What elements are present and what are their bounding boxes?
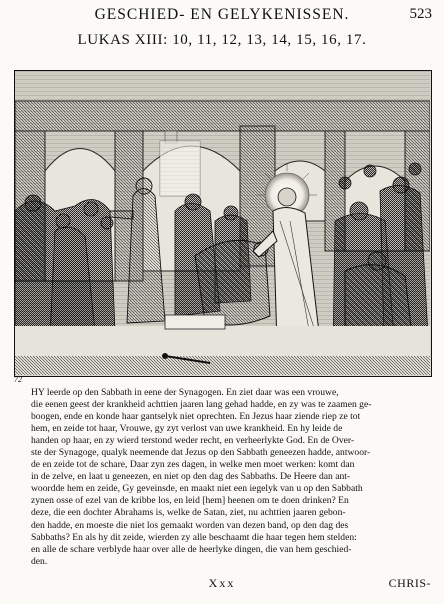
signature-mark: Xxx bbox=[208, 576, 236, 590]
page-header-subtitle: LUKAS XIII: 10, 11, 12, 13, 14, 15, 16, 17. bbox=[77, 32, 367, 48]
body-line: den. bbox=[31, 555, 48, 567]
body-line: de en zeide tot de schare, Daar zyn zes dagen, in welke men moet werken: komt dan bbox=[31, 459, 355, 471]
body-text bbox=[31, 387, 419, 568]
body-line: die eenen geest der krankheid achttien jaaren lang gehad hadde, en zy was te zaamen ge- bbox=[31, 399, 372, 411]
body-line: en alle de schare verblyde haar over alle de heerlyke dingen, die van hem geschied- bbox=[31, 543, 352, 555]
engraving-illustration bbox=[14, 70, 432, 377]
body-line: Sabbaths? En als hy dit zeide, wierden zy alle beschaamt die haar tegen hem stelden: bbox=[31, 531, 357, 543]
body-line: zynen osse of ezel van de kribbe los, en leid [hem] heenen om te doen drinken? En bbox=[31, 495, 349, 507]
page-header-title: GESCHIED- EN GELYKENISSEN. bbox=[94, 6, 350, 23]
body-line: woordde hem en zeide, Gy geveinsde, en maakt niet een iegelyk van u op den Sabbath bbox=[31, 483, 363, 495]
page-number: 523 bbox=[409, 6, 432, 22]
engraving-image bbox=[15, 71, 430, 375]
body-line: deze, die een dochter Abrahams is, welke de Satan, ziet, nu achttien jaaren gebon- bbox=[31, 507, 346, 519]
plate-number: 72 bbox=[14, 375, 22, 384]
body-line: ste der Synagoge, qualyk neemende dat Jezus op den Sabbath geneezen hadde, antwoor- bbox=[31, 447, 371, 459]
body-line: hem, en zeide tot haar, Vrouwe, gy zyt verlost van uwe krankheid. En hy leide de bbox=[31, 423, 343, 435]
body-line: boogen, ende en konde haar gantselyk niet oprechten. En Jezus haar ziende riep ze tot bbox=[31, 411, 361, 423]
catchword: CHRIS- bbox=[388, 576, 431, 590]
body-line: in de zelve, en laat u geneezen, en niet op den dag des Sabbaths. De Heere dan ant- bbox=[31, 471, 351, 483]
body-line: handen op haar, en zy wierd terstond weder recht, en verheerlykte God. En de Over- bbox=[31, 435, 355, 447]
body-line: den hadde, en moeste die niet los gemaakt worden van dezen band, op den dag des bbox=[31, 519, 349, 531]
body-line: HY leerde op den Sabbath in eene der Synagogen. En ziet daar was een vrouwe, bbox=[31, 387, 339, 398]
